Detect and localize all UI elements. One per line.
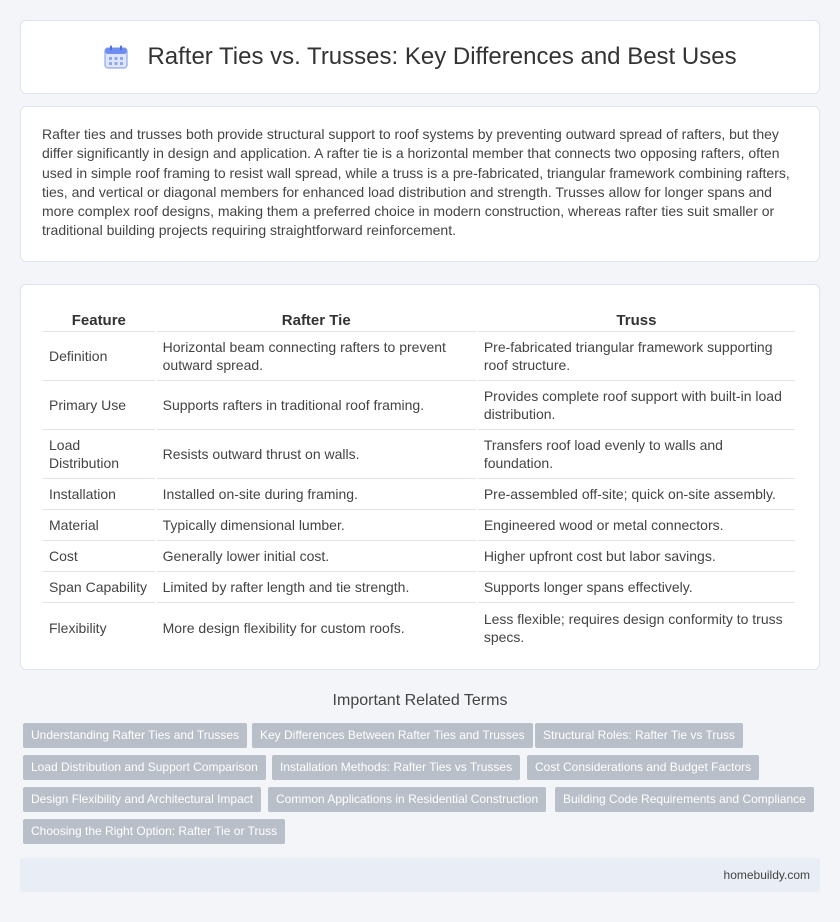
row-feature: Installation <box>43 479 155 510</box>
row-rafter-tie: Limited by rafter length and tie strength. <box>157 572 476 603</box>
row-truss: Transfers roof load evenly to walls and foundation. <box>478 430 795 479</box>
intro-paragraph: Rafter ties and trusses both provide structural support to roof systems by preventing outward spread of rafters, but they differ significantly in design and application. A rafter tie is a horizontal member that connects two opposing rafters, often used in simple roof framing to resist wall spread, while a truss is a pre-fabricated, triangular framework combining rafters, ties, and vertical or diagonal members for enhanced load distribution and strength. Trusses allow for longer spans and more complex roof designs, making them a preferred choice in modern construction, whereas rafter ties suit smaller or traditional building projects requiring straightforward reinforcement. <box>42 126 790 239</box>
row-truss: Pre-fabricated triangular framework supporting roof structure. <box>478 332 795 381</box>
page-title: Rafter Ties vs. Trusses: Key Differences and Best Uses <box>147 43 737 70</box>
row-rafter-tie: Horizontal beam connecting rafters to prevent outward spread. <box>157 332 476 381</box>
row-rafter-tie: More design flexibility for custom roofs. <box>162 619 405 636</box>
row-rafter-tie: Generally lower initial cost. <box>157 541 476 572</box>
table-row <box>43 541 795 572</box>
related-term-tag[interactable]: Installation Methods: Rafter Ties vs Trusses <box>272 755 520 780</box>
column-header-rafter-tie: Rafter Tie <box>157 305 476 332</box>
related-term-tag[interactable]: Cost Considerations and Budget Factors <box>527 755 759 780</box>
row-truss: Supports longer spans effectively. <box>478 572 795 603</box>
row-feature: Primary Use <box>43 381 155 430</box>
related-term-tag[interactable]: Structural Roles: Rafter Tie vs Truss <box>535 723 743 748</box>
header-card <box>20 20 820 94</box>
calendar-icon <box>103 44 129 70</box>
table-row <box>43 510 795 541</box>
related-term-tag[interactable]: Building Code Requirements and Compliance <box>555 787 814 812</box>
row-truss: Pre-assembled off-site; quick on-site assembly. <box>478 479 795 510</box>
row-rafter-tie: Resists outward thrust on walls. <box>157 430 476 479</box>
table-row <box>43 603 795 652</box>
row-truss: Higher upfront cost but labor savings. <box>478 541 795 572</box>
footer-site[interactable]: homebuildy.com <box>723 868 810 882</box>
row-truss: Provides complete roof support with built-in load distribution. <box>478 381 795 430</box>
related-term-tag[interactable]: Design Flexibility and Architectural Impact <box>23 787 261 812</box>
comparison-table <box>41 305 797 652</box>
row-feature: Definition <box>43 332 155 381</box>
row-feature: Load Distribution <box>43 430 155 479</box>
row-rafter-tie: Typically dimensional lumber. <box>157 510 476 541</box>
table-header-row <box>43 305 795 332</box>
related-term-tag[interactable]: Common Applications in Residential Construction <box>268 787 546 812</box>
column-header-feature: Feature <box>43 305 155 332</box>
row-rafter-tie: Installed on-site during framing. <box>157 479 476 510</box>
table-row <box>43 572 795 603</box>
comparison-table-card <box>20 284 820 670</box>
row-truss: Engineered wood or metal connectors. <box>478 510 795 541</box>
intro-card <box>20 106 820 262</box>
row-feature: Cost <box>43 541 155 572</box>
row-feature: Material <box>43 510 155 541</box>
related-term-tag[interactable]: Key Differences Between Rafter Ties and Trusses <box>252 723 533 748</box>
table-row <box>43 381 795 430</box>
row-rafter-tie: Supports rafters in traditional roof framing. <box>157 381 476 430</box>
related-term-tag[interactable]: Load Distribution and Support Comparison <box>23 755 266 780</box>
column-header-truss: Truss <box>478 305 795 332</box>
row-feature: Span Capability <box>43 572 155 603</box>
row-truss: Less flexible; requires design conformity to truss specs. <box>483 610 783 645</box>
table-row <box>43 479 795 510</box>
footer <box>20 858 820 892</box>
table-row <box>43 430 795 479</box>
related-term-tag[interactable]: Choosing the Right Option: Rafter Tie or Truss <box>23 819 285 844</box>
related-term-tag[interactable]: Understanding Rafter Ties and Trusses <box>23 723 247 748</box>
row-feature: Flexibility <box>49 619 107 636</box>
table-row <box>43 332 795 381</box>
related-terms-title: Important Related Terms <box>332 692 508 709</box>
